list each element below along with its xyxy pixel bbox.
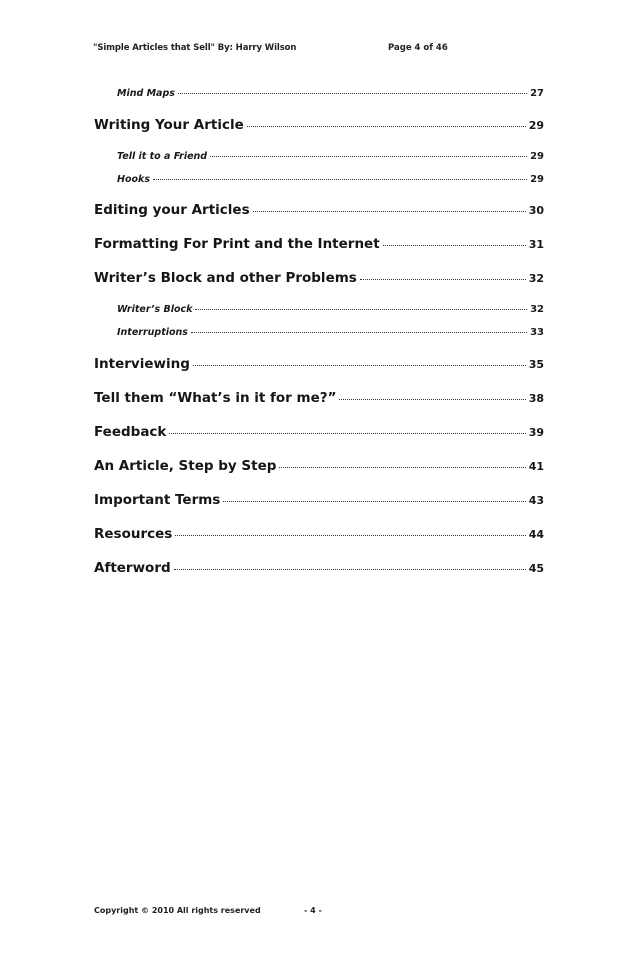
toc-entry-label: Interviewing: [94, 356, 190, 372]
toc-entry[interactable]: [117, 174, 544, 185]
toc-entry-label: Hooks: [117, 174, 150, 185]
dot-leader: [279, 467, 525, 468]
toc-entry-page: 44: [528, 528, 544, 541]
dot-leader: [153, 179, 527, 180]
toc-entry-label: Important Terms: [94, 492, 221, 508]
toc-entry-page: 39: [528, 426, 544, 439]
toc-entry-page: 29: [530, 151, 544, 162]
header-title: "Simple Articles that Sell" By: Harry Wilson: [93, 43, 297, 53]
dot-leader: [175, 535, 525, 536]
toc-entry-label: Writer’s Block and other Problems: [94, 270, 357, 286]
dot-leader: [191, 332, 527, 333]
toc-entry-label: Tell them “What’s in it for me?”: [94, 390, 337, 406]
toc-entry[interactable]: [94, 458, 544, 474]
dot-leader: [360, 279, 526, 280]
toc-entry[interactable]: [94, 390, 544, 406]
toc-entry-label: Feedback: [94, 424, 167, 440]
toc-entry-label: Interruptions: [117, 327, 188, 338]
dot-leader: [169, 433, 525, 434]
dot-leader: [195, 309, 527, 310]
dot-leader: [247, 126, 526, 127]
toc-entry-label: Editing your Articles: [94, 202, 250, 218]
footer-copyright: Copyright © 2010 All rights reserved: [94, 906, 261, 915]
page-header: [93, 43, 543, 57]
toc-entry-page: 41: [528, 460, 544, 473]
footer-page-number: - 4 -: [304, 906, 322, 915]
dot-leader: [178, 93, 527, 94]
toc-entry[interactable]: [94, 356, 544, 372]
toc-entry[interactable]: [117, 304, 544, 315]
toc-entry[interactable]: [117, 88, 544, 99]
toc-entry-page: 45: [528, 562, 544, 575]
toc-entry[interactable]: [94, 526, 544, 542]
header-page-of: Page 4 of 46: [388, 43, 448, 53]
toc-entry-page: 32: [528, 272, 544, 285]
dot-leader: [223, 501, 525, 502]
toc-entry-page: 32: [530, 304, 544, 315]
dot-leader: [253, 211, 526, 212]
toc-entry-page: 38: [528, 392, 544, 405]
dot-leader: [210, 156, 527, 157]
toc-entry-page: 29: [530, 174, 544, 185]
toc-entry[interactable]: [94, 424, 544, 440]
toc-entry-label: Writer’s Block: [117, 304, 193, 315]
toc-entry-page: 29: [528, 119, 544, 132]
dot-leader: [174, 569, 526, 570]
toc-entry[interactable]: [94, 270, 544, 286]
toc-entry[interactable]: [94, 117, 544, 133]
toc-entry[interactable]: [94, 492, 544, 508]
toc-entry-page: 35: [528, 358, 544, 371]
dot-leader: [193, 365, 526, 366]
toc-entry-label: Resources: [94, 526, 173, 542]
toc-entry[interactable]: [94, 202, 544, 218]
toc-entry[interactable]: [117, 327, 544, 338]
toc-entry-page: 30: [528, 204, 544, 217]
dot-leader: [383, 245, 526, 246]
toc-entry-label: An Article, Step by Step: [94, 458, 277, 474]
toc-entry-label: Afterword: [94, 560, 171, 576]
toc-entry[interactable]: [94, 236, 544, 252]
toc-entry[interactable]: [117, 151, 544, 162]
toc-entry-label: Formatting For Print and the Internet: [94, 236, 380, 252]
toc-entry[interactable]: [94, 560, 544, 576]
toc-entry-page: 27: [530, 88, 544, 99]
dot-leader: [339, 399, 525, 400]
page-footer: [94, 906, 394, 920]
toc-entry-page: 43: [528, 494, 544, 507]
toc-entry-label: Tell it to a Friend: [117, 151, 208, 162]
toc-entry-page: 31: [528, 238, 544, 251]
toc-entry-label: Mind Maps: [117, 88, 175, 99]
toc-entry-label: Writing Your Article: [94, 117, 244, 133]
toc-entry-page: 33: [530, 327, 544, 338]
